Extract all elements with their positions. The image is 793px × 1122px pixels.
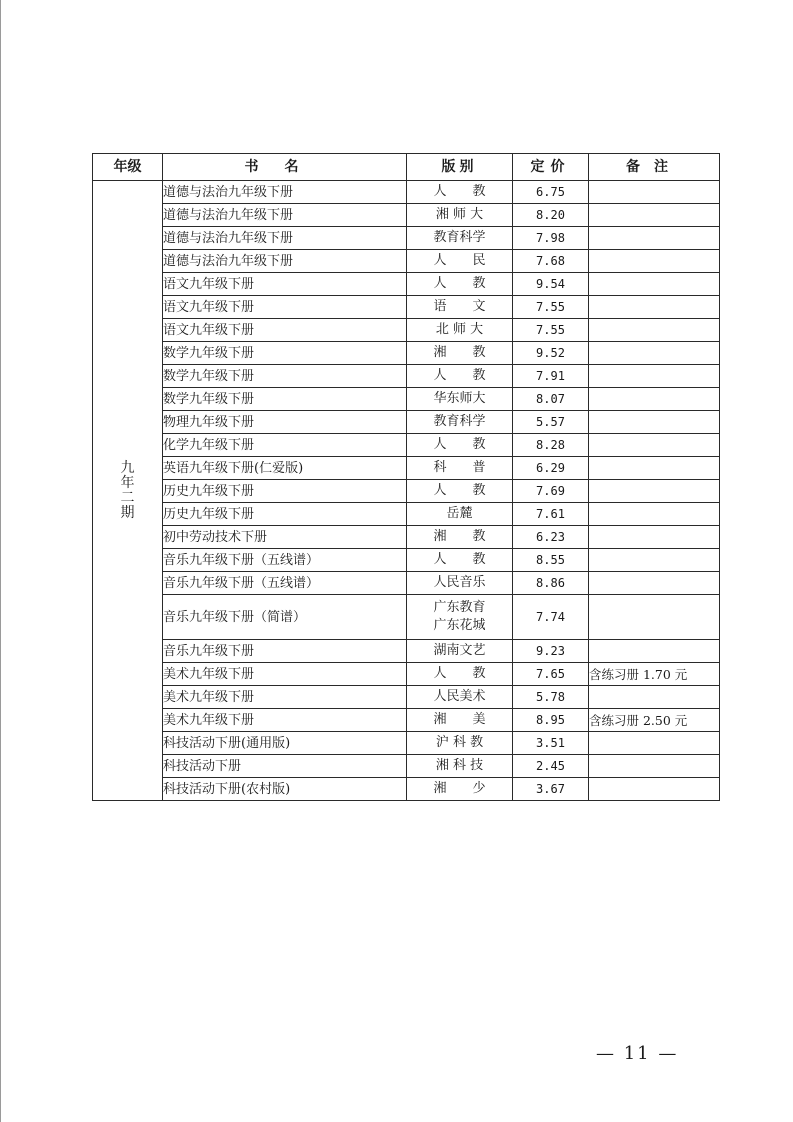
price-cell: 8.28	[513, 434, 589, 457]
edition-text: 人 教	[433, 552, 486, 567]
price-cell: 7.98	[513, 227, 589, 250]
edition-text: 湘 科 技	[435, 758, 484, 773]
table-row	[93, 709, 720, 732]
edition-cell	[407, 296, 513, 319]
table-row	[93, 365, 720, 388]
price-cell: 7.69	[513, 480, 589, 503]
edition-text: 人民美术	[433, 689, 486, 704]
header-edition: 版别	[407, 154, 513, 181]
edition-cell	[407, 755, 513, 778]
book-title-cell: 科技活动下册(农村版)	[163, 778, 407, 801]
price-cell: 8.20	[513, 204, 589, 227]
remarks-cell	[589, 457, 720, 480]
table-header-row	[93, 154, 720, 181]
edition-cell	[407, 457, 513, 480]
price-cell: 7.55	[513, 319, 589, 342]
book-title-cell: 语文九年级下册	[163, 319, 407, 342]
edition-text: 科 普	[433, 460, 486, 475]
table-row	[93, 595, 720, 640]
book-title-cell: 美术九年级下册	[163, 709, 407, 732]
price-cell: 7.74	[513, 595, 589, 640]
book-title-cell: 美术九年级下册	[163, 663, 407, 686]
edition-text: 湖南文艺	[433, 643, 486, 658]
table-row	[93, 411, 720, 434]
remarks-cell	[589, 526, 720, 549]
price-cell: 7.61	[513, 503, 589, 526]
page-number: — 11 —	[596, 1043, 679, 1064]
remarks-cell	[589, 480, 720, 503]
table-row	[93, 480, 720, 503]
remarks-cell	[589, 595, 720, 640]
remarks-cell	[589, 755, 720, 778]
table-row	[93, 434, 720, 457]
edition-cell	[407, 204, 513, 227]
edition-cell	[407, 640, 513, 663]
edition-cell	[407, 273, 513, 296]
book-title-cell: 物理九年级下册	[163, 411, 407, 434]
table-row	[93, 778, 720, 801]
remarks-cell	[589, 365, 720, 388]
edition-text: 语 文	[433, 299, 486, 314]
remarks-cell	[589, 388, 720, 411]
book-title-cell: 数学九年级下册	[163, 388, 407, 411]
remarks-cell	[589, 250, 720, 273]
book-title-cell: 语文九年级下册	[163, 296, 407, 319]
table-row	[93, 686, 720, 709]
edition-text: 广东花城	[433, 618, 486, 633]
table-row	[93, 640, 720, 663]
price-cell: 2.45	[513, 755, 589, 778]
table-row	[93, 755, 720, 778]
book-title-cell: 道德与法治九年级下册	[163, 204, 407, 227]
price-cell: 9.23	[513, 640, 589, 663]
price-cell: 7.65	[513, 663, 589, 686]
edition-cell	[407, 503, 513, 526]
price-cell: 9.52	[513, 342, 589, 365]
edition-text: 华东师大	[433, 391, 486, 406]
edition-cell	[407, 227, 513, 250]
price-cell: 6.23	[513, 526, 589, 549]
edition-cell	[407, 595, 513, 640]
table-row	[93, 503, 720, 526]
grade-char: 九	[120, 459, 135, 476]
remarks-cell	[589, 434, 720, 457]
price-cell: 3.67	[513, 778, 589, 801]
remarks-cell: 含练习册 2.50 元	[589, 709, 720, 732]
header-book-title: 书名	[163, 154, 407, 181]
edition-cell	[407, 181, 513, 204]
grade-char: 期	[120, 504, 135, 521]
price-cell: 5.78	[513, 686, 589, 709]
edition-text: 广东教育	[433, 600, 486, 615]
grade-cell	[93, 181, 163, 801]
edition-text: 人 教	[433, 666, 486, 681]
edition-text: 湘 美	[433, 712, 486, 727]
price-cell: 8.95	[513, 709, 589, 732]
remarks-cell: 含练习册 1.70 元	[589, 663, 720, 686]
price-cell: 5.57	[513, 411, 589, 434]
edition-cell	[407, 434, 513, 457]
header-grade: 年级	[93, 154, 163, 181]
edition-cell	[407, 663, 513, 686]
edition-text: 岳麓	[446, 506, 473, 521]
edition-text: 北 师 大	[435, 322, 484, 337]
edition-cell	[407, 250, 513, 273]
book-title-cell: 道德与法治九年级下册	[163, 227, 407, 250]
edition-text: 湘 少	[433, 781, 486, 796]
table-row	[93, 273, 720, 296]
edition-cell	[407, 365, 513, 388]
edition-cell	[407, 411, 513, 434]
edition-text: 湘 教	[433, 345, 486, 360]
edition-text: 人 教	[433, 437, 486, 452]
edition-cell	[407, 319, 513, 342]
book-title-cell: 初中劳动技术下册	[163, 526, 407, 549]
price-cell: 7.91	[513, 365, 589, 388]
book-title-cell: 音乐九年级下册（五线谱）	[163, 572, 407, 595]
edition-cell	[407, 480, 513, 503]
table-body	[93, 181, 720, 801]
edition-cell	[407, 732, 513, 755]
textbook-price-table	[92, 153, 720, 801]
grade-char: 年	[120, 474, 135, 491]
table-row	[93, 181, 720, 204]
scan-edge-line	[0, 0, 1, 1122]
book-title-cell: 美术九年级下册	[163, 686, 407, 709]
edition-cell	[407, 526, 513, 549]
book-title-cell: 道德与法治九年级下册	[163, 181, 407, 204]
edition-text: 人 教	[433, 184, 486, 199]
header-remarks: 备注	[589, 154, 720, 181]
remarks-cell	[589, 686, 720, 709]
edition-text: 湘 教	[433, 529, 486, 544]
remarks-cell	[589, 778, 720, 801]
table-row	[93, 342, 720, 365]
edition-text: 人 民	[433, 253, 486, 268]
edition-text: 人民音乐	[433, 575, 486, 590]
price-cell: 8.55	[513, 549, 589, 572]
remarks-cell	[589, 411, 720, 434]
book-title-cell: 道德与法治九年级下册	[163, 250, 407, 273]
remarks-cell	[589, 732, 720, 755]
book-title-cell: 音乐九年级下册（简谱）	[163, 595, 407, 640]
edition-text: 教育科学	[433, 230, 486, 245]
remarks-cell	[589, 181, 720, 204]
table-row	[93, 250, 720, 273]
remarks-cell	[589, 296, 720, 319]
table-row	[93, 572, 720, 595]
edition-cell	[407, 549, 513, 572]
edition-text: 人 教	[433, 368, 486, 383]
remarks-cell	[589, 227, 720, 250]
remarks-cell	[589, 204, 720, 227]
edition-cell	[407, 388, 513, 411]
book-title-cell: 科技活动下册	[163, 755, 407, 778]
price-cell: 7.55	[513, 296, 589, 319]
book-title-cell: 科技活动下册(通用版)	[163, 732, 407, 755]
price-cell: 8.86	[513, 572, 589, 595]
book-title-cell: 化学九年级下册	[163, 434, 407, 457]
table-row	[93, 388, 720, 411]
remarks-cell	[589, 273, 720, 296]
book-title-cell: 语文九年级下册	[163, 273, 407, 296]
remarks-cell	[589, 342, 720, 365]
edition-cell	[407, 686, 513, 709]
table-row	[93, 457, 720, 480]
edition-cell	[407, 778, 513, 801]
table-row	[93, 732, 720, 755]
table-row	[93, 549, 720, 572]
book-title-cell: 英语九年级下册(仁爱版)	[163, 457, 407, 480]
remarks-cell	[589, 572, 720, 595]
price-cell: 7.68	[513, 250, 589, 273]
edition-text: 人 教	[433, 276, 486, 291]
edition-cell	[407, 572, 513, 595]
remarks-cell	[589, 549, 720, 572]
table-row	[93, 526, 720, 549]
table-row	[93, 319, 720, 342]
book-title-cell: 音乐九年级下册（五线谱）	[163, 549, 407, 572]
book-title-cell: 数学九年级下册	[163, 342, 407, 365]
remarks-cell	[589, 319, 720, 342]
header-price: 定价	[513, 154, 589, 181]
price-cell: 3.51	[513, 732, 589, 755]
table-row	[93, 296, 720, 319]
edition-cell	[407, 709, 513, 732]
book-title-cell: 历史九年级下册	[163, 503, 407, 526]
grade-char: 二	[120, 489, 135, 506]
price-cell: 6.29	[513, 457, 589, 480]
edition-cell	[407, 342, 513, 365]
edition-text: 人 教	[433, 483, 486, 498]
edition-text: 教育科学	[433, 414, 486, 429]
table-row	[93, 227, 720, 250]
price-cell: 9.54	[513, 273, 589, 296]
table-row	[93, 204, 720, 227]
price-cell: 6.75	[513, 181, 589, 204]
remarks-cell	[589, 503, 720, 526]
table-row	[93, 663, 720, 686]
book-title-cell: 数学九年级下册	[163, 365, 407, 388]
remarks-cell	[589, 640, 720, 663]
edition-text: 沪 科 教	[435, 735, 484, 750]
edition-text: 湘 师 大	[435, 207, 484, 222]
book-title-cell: 历史九年级下册	[163, 480, 407, 503]
price-cell: 8.07	[513, 388, 589, 411]
book-title-cell: 音乐九年级下册	[163, 640, 407, 663]
